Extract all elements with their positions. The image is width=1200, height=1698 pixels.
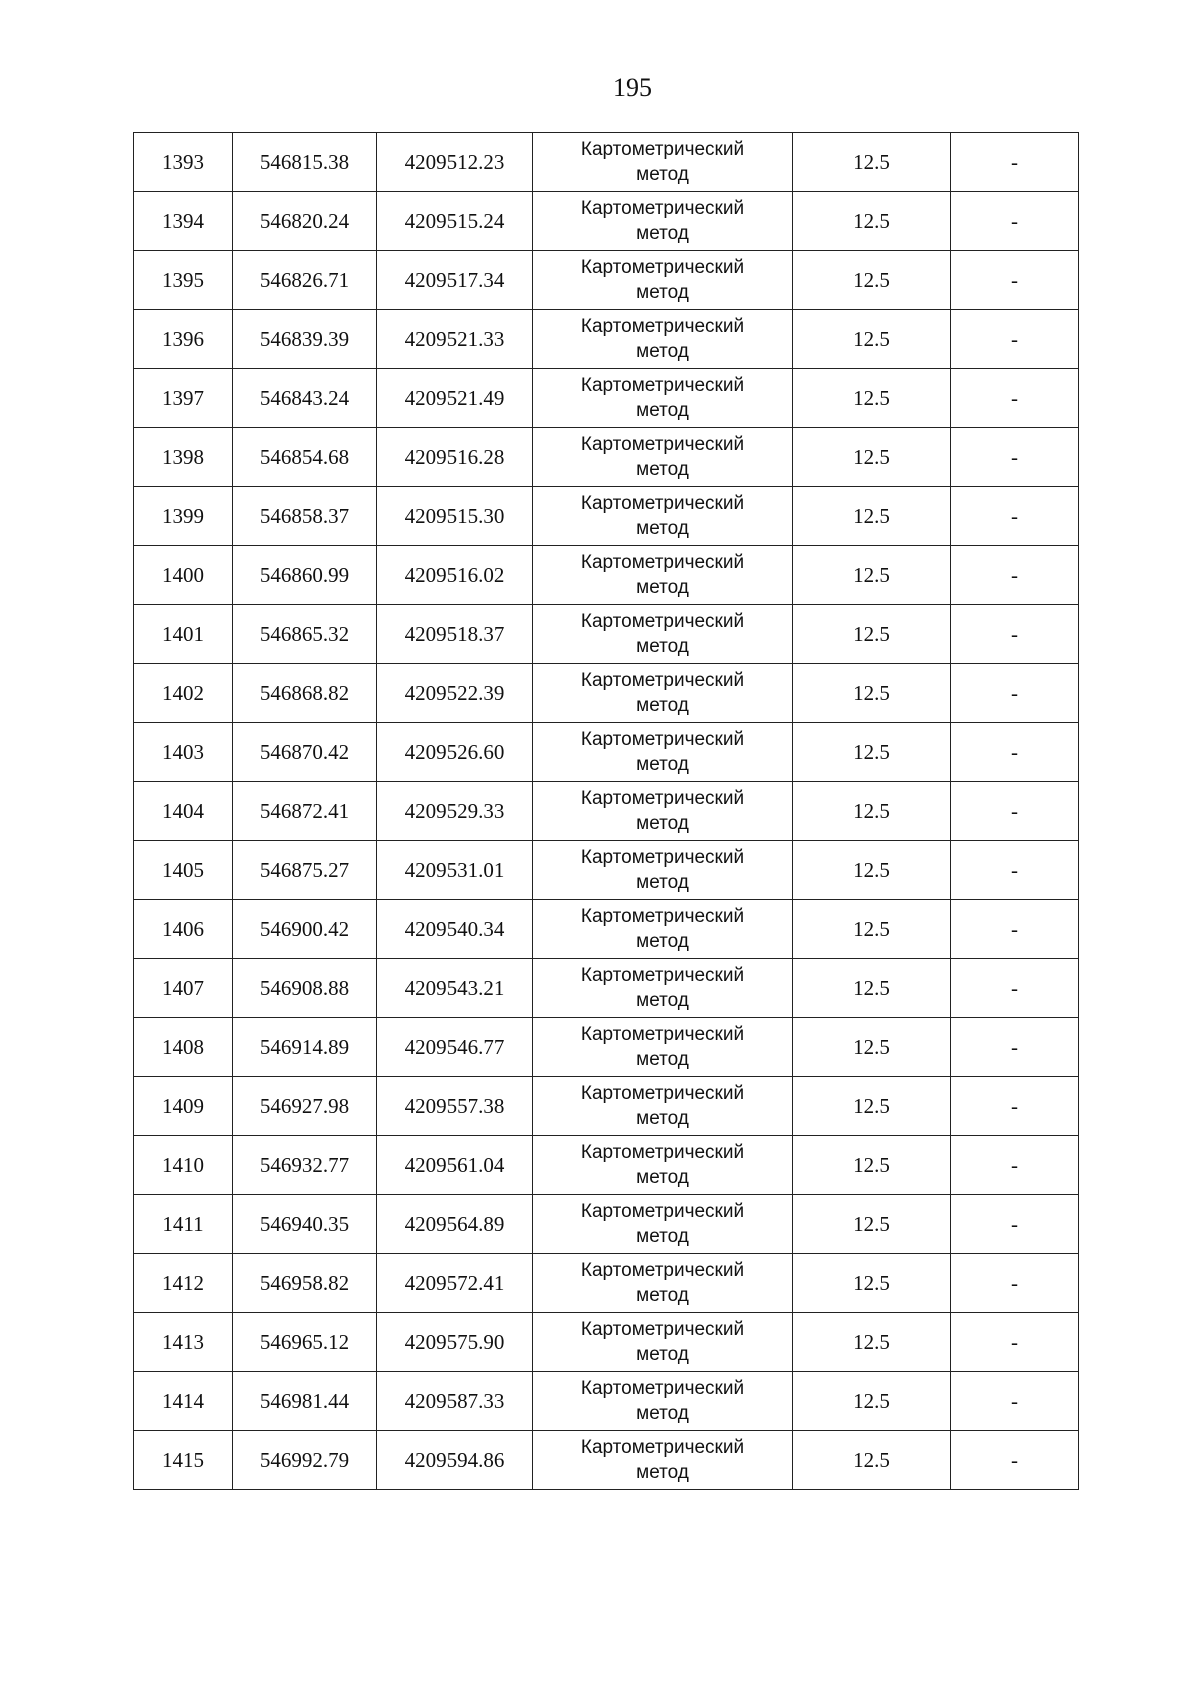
note-cell: - [951, 723, 1079, 782]
method-cell [533, 1254, 793, 1313]
method-cell [533, 1195, 793, 1254]
y-coordinate-cell: 4209557.38 [377, 1077, 533, 1136]
y-coordinate-cell: 4209516.02 [377, 546, 533, 605]
table-row [134, 1195, 1079, 1254]
method-cell [533, 546, 793, 605]
method-cell [533, 723, 793, 782]
method-line-1: Картометрический [580, 375, 745, 396]
note-cell: - [951, 192, 1079, 251]
method-line-2: метод [636, 636, 689, 657]
method-line-2: метод [636, 813, 689, 834]
x-coordinate-cell: 546854.68 [233, 428, 377, 487]
table-row [134, 428, 1079, 487]
point-number-cell: 1394 [134, 192, 233, 251]
method-line-2: метод [636, 223, 689, 244]
x-coordinate-cell: 546940.35 [233, 1195, 377, 1254]
table-row [134, 664, 1079, 723]
x-coordinate-cell: 546932.77 [233, 1136, 377, 1195]
method-line-1: Картометрический [580, 965, 745, 986]
method-cell [533, 782, 793, 841]
table-row [134, 487, 1079, 546]
method-line-2: метод [636, 1226, 689, 1247]
table-row [134, 1136, 1079, 1195]
x-coordinate-cell: 546815.38 [233, 133, 377, 192]
x-coordinate-cell: 546843.24 [233, 369, 377, 428]
y-coordinate-cell: 4209515.30 [377, 487, 533, 546]
point-number-cell: 1415 [134, 1431, 233, 1490]
point-number-cell: 1413 [134, 1313, 233, 1372]
y-coordinate-cell: 4209572.41 [377, 1254, 533, 1313]
table-row [134, 192, 1079, 251]
x-coordinate-cell: 546908.88 [233, 959, 377, 1018]
method-line-2: метод [636, 872, 689, 893]
y-coordinate-cell: 4209543.21 [377, 959, 533, 1018]
point-number-cell: 1402 [134, 664, 233, 723]
method-cell [533, 487, 793, 546]
method-line-1: Картометрический [580, 1083, 745, 1104]
y-coordinate-cell: 4209561.04 [377, 1136, 533, 1195]
method-line-2: метод [636, 1344, 689, 1365]
point-number-cell: 1399 [134, 487, 233, 546]
y-coordinate-cell: 4209515.24 [377, 192, 533, 251]
x-coordinate-cell: 546860.99 [233, 546, 377, 605]
method-line-2: метод [636, 1462, 689, 1483]
note-cell: - [951, 546, 1079, 605]
point-number-cell: 1405 [134, 841, 233, 900]
table-row [134, 251, 1079, 310]
accuracy-cell: 12.5 [793, 900, 951, 959]
note-cell: - [951, 782, 1079, 841]
accuracy-cell: 12.5 [793, 1077, 951, 1136]
accuracy-cell: 12.5 [793, 1313, 951, 1372]
accuracy-cell: 12.5 [793, 782, 951, 841]
note-cell: - [951, 1018, 1079, 1077]
method-cell [533, 1372, 793, 1431]
point-number-cell: 1393 [134, 133, 233, 192]
x-coordinate-cell: 546965.12 [233, 1313, 377, 1372]
y-coordinate-cell: 4209516.28 [377, 428, 533, 487]
method-cell [533, 1136, 793, 1195]
note-cell: - [951, 133, 1079, 192]
method-cell [533, 664, 793, 723]
accuracy-cell: 12.5 [793, 546, 951, 605]
note-cell: - [951, 1313, 1079, 1372]
y-coordinate-cell: 4209518.37 [377, 605, 533, 664]
table-row [134, 1254, 1079, 1313]
table-row [134, 1077, 1079, 1136]
accuracy-cell: 12.5 [793, 1431, 951, 1490]
point-number-cell: 1409 [134, 1077, 233, 1136]
accuracy-cell: 12.5 [793, 959, 951, 1018]
accuracy-cell: 12.5 [793, 192, 951, 251]
method-cell [533, 251, 793, 310]
accuracy-cell: 12.5 [793, 841, 951, 900]
method-line-2: метод [636, 754, 689, 775]
x-coordinate-cell: 546870.42 [233, 723, 377, 782]
note-cell: - [951, 605, 1079, 664]
accuracy-cell: 12.5 [793, 664, 951, 723]
y-coordinate-cell: 4209594.86 [377, 1431, 533, 1490]
x-coordinate-cell: 546958.82 [233, 1254, 377, 1313]
y-coordinate-cell: 4209517.34 [377, 251, 533, 310]
note-cell: - [951, 841, 1079, 900]
x-coordinate-cell: 546927.98 [233, 1077, 377, 1136]
x-coordinate-cell: 546858.37 [233, 487, 377, 546]
method-cell [533, 369, 793, 428]
note-cell: - [951, 1431, 1079, 1490]
page-number: 195 [613, 73, 652, 102]
method-cell [533, 1313, 793, 1372]
method-line-1: Картометрический [580, 198, 745, 219]
method-cell [533, 192, 793, 251]
note-cell: - [951, 369, 1079, 428]
y-coordinate-cell: 4209521.49 [377, 369, 533, 428]
method-cell [533, 310, 793, 369]
method-line-1: Картометрический [580, 1142, 745, 1163]
method-line-1: Картометрический [580, 788, 745, 809]
point-number-cell: 1411 [134, 1195, 233, 1254]
method-line-1: Картометрический [580, 434, 745, 455]
accuracy-cell: 12.5 [793, 1372, 951, 1431]
accuracy-cell: 12.5 [793, 428, 951, 487]
note-cell: - [951, 310, 1079, 369]
table-row [134, 1313, 1079, 1372]
method-line-2: метод [636, 931, 689, 952]
x-coordinate-cell: 546981.44 [233, 1372, 377, 1431]
note-cell: - [951, 664, 1079, 723]
y-coordinate-cell: 4209521.33 [377, 310, 533, 369]
method-line-1: Картометрический [580, 611, 745, 632]
y-coordinate-cell: 4209512.23 [377, 133, 533, 192]
table-row [134, 310, 1079, 369]
method-line-2: метод [636, 1403, 689, 1424]
method-line-1: Картометрический [580, 1378, 745, 1399]
point-number-cell: 1401 [134, 605, 233, 664]
point-number-cell: 1398 [134, 428, 233, 487]
accuracy-cell: 12.5 [793, 605, 951, 664]
point-number-cell: 1407 [134, 959, 233, 1018]
accuracy-cell: 12.5 [793, 1254, 951, 1313]
point-number-cell: 1397 [134, 369, 233, 428]
method-line-1: Картометрический [580, 493, 745, 514]
method-cell [533, 1431, 793, 1490]
note-cell: - [951, 1254, 1079, 1313]
table-row [134, 605, 1079, 664]
method-line-2: метод [636, 1108, 689, 1129]
method-line-1: Картометрический [580, 552, 745, 573]
accuracy-cell: 12.5 [793, 310, 951, 369]
method-line-2: метод [636, 1285, 689, 1306]
method-line-1: Картометрический [580, 1260, 745, 1281]
point-number-cell: 1412 [134, 1254, 233, 1313]
method-line-1: Картометрический [580, 139, 745, 160]
accuracy-cell: 12.5 [793, 1018, 951, 1077]
table-row [134, 369, 1079, 428]
y-coordinate-cell: 4209526.60 [377, 723, 533, 782]
method-line-2: метод [636, 164, 689, 185]
point-number-cell: 1395 [134, 251, 233, 310]
accuracy-cell: 12.5 [793, 251, 951, 310]
y-coordinate-cell: 4209540.34 [377, 900, 533, 959]
note-cell: - [951, 1372, 1079, 1431]
method-line-2: метод [636, 695, 689, 716]
accuracy-cell: 12.5 [793, 487, 951, 546]
point-number-cell: 1403 [134, 723, 233, 782]
method-line-1: Картометрический [580, 1024, 745, 1045]
method-line-2: метод [636, 990, 689, 1011]
point-number-cell: 1400 [134, 546, 233, 605]
method-line-2: метод [636, 1167, 689, 1188]
method-line-2: метод [636, 518, 689, 539]
method-line-1: Картометрический [580, 670, 745, 691]
method-cell [533, 428, 793, 487]
x-coordinate-cell: 546839.39 [233, 310, 377, 369]
point-number-cell: 1408 [134, 1018, 233, 1077]
method-line-2: метод [636, 577, 689, 598]
x-coordinate-cell: 546872.41 [233, 782, 377, 841]
note-cell: - [951, 959, 1079, 1018]
method-line-2: метод [636, 341, 689, 362]
y-coordinate-cell: 4209522.39 [377, 664, 533, 723]
x-coordinate-cell: 546826.71 [233, 251, 377, 310]
table-row [134, 900, 1079, 959]
accuracy-cell: 12.5 [793, 133, 951, 192]
table-row [134, 1372, 1079, 1431]
method-line-1: Картометрический [580, 1437, 745, 1458]
method-line-1: Картометрический [580, 1319, 745, 1340]
x-coordinate-cell: 546992.79 [233, 1431, 377, 1490]
note-cell: - [951, 251, 1079, 310]
point-number-cell: 1396 [134, 310, 233, 369]
y-coordinate-cell: 4209529.33 [377, 782, 533, 841]
coordinates-table [133, 132, 1079, 1490]
method-line-1: Картометрический [580, 906, 745, 927]
note-cell: - [951, 900, 1079, 959]
method-cell [533, 841, 793, 900]
note-cell: - [951, 487, 1079, 546]
method-line-2: метод [636, 459, 689, 480]
table-row [134, 1431, 1079, 1490]
y-coordinate-cell: 4209546.77 [377, 1018, 533, 1077]
point-number-cell: 1404 [134, 782, 233, 841]
method-line-1: Картометрический [580, 1201, 745, 1222]
method-line-1: Картометрический [580, 316, 745, 337]
x-coordinate-cell: 546865.32 [233, 605, 377, 664]
method-line-1: Картометрический [580, 729, 745, 750]
table-row [134, 841, 1079, 900]
method-cell [533, 605, 793, 664]
table-row [134, 546, 1079, 605]
method-line-2: метод [636, 400, 689, 421]
note-cell: - [951, 1136, 1079, 1195]
point-number-cell: 1406 [134, 900, 233, 959]
accuracy-cell: 12.5 [793, 369, 951, 428]
table-row [134, 133, 1079, 192]
method-line-1: Картометрический [580, 847, 745, 868]
y-coordinate-cell: 4209531.01 [377, 841, 533, 900]
note-cell: - [951, 1195, 1079, 1254]
table-row [134, 1018, 1079, 1077]
y-coordinate-cell: 4209564.89 [377, 1195, 533, 1254]
method-line-2: метод [636, 1049, 689, 1070]
method-line-2: метод [636, 282, 689, 303]
accuracy-cell: 12.5 [793, 723, 951, 782]
x-coordinate-cell: 546900.42 [233, 900, 377, 959]
x-coordinate-cell: 546820.24 [233, 192, 377, 251]
note-cell: - [951, 1077, 1079, 1136]
method-cell [533, 133, 793, 192]
point-number-cell: 1414 [134, 1372, 233, 1431]
coordinates-table-body [134, 133, 1079, 1490]
accuracy-cell: 12.5 [793, 1195, 951, 1254]
table-row [134, 959, 1079, 1018]
table-row [134, 782, 1079, 841]
x-coordinate-cell: 546868.82 [233, 664, 377, 723]
table-row [134, 723, 1079, 782]
x-coordinate-cell: 546875.27 [233, 841, 377, 900]
note-cell: - [951, 428, 1079, 487]
y-coordinate-cell: 4209575.90 [377, 1313, 533, 1372]
method-line-1: Картометрический [580, 257, 745, 278]
x-coordinate-cell: 546914.89 [233, 1018, 377, 1077]
method-cell [533, 900, 793, 959]
method-cell [533, 1018, 793, 1077]
y-coordinate-cell: 4209587.33 [377, 1372, 533, 1431]
accuracy-cell: 12.5 [793, 1136, 951, 1195]
method-cell [533, 1077, 793, 1136]
method-cell [533, 959, 793, 1018]
point-number-cell: 1410 [134, 1136, 233, 1195]
